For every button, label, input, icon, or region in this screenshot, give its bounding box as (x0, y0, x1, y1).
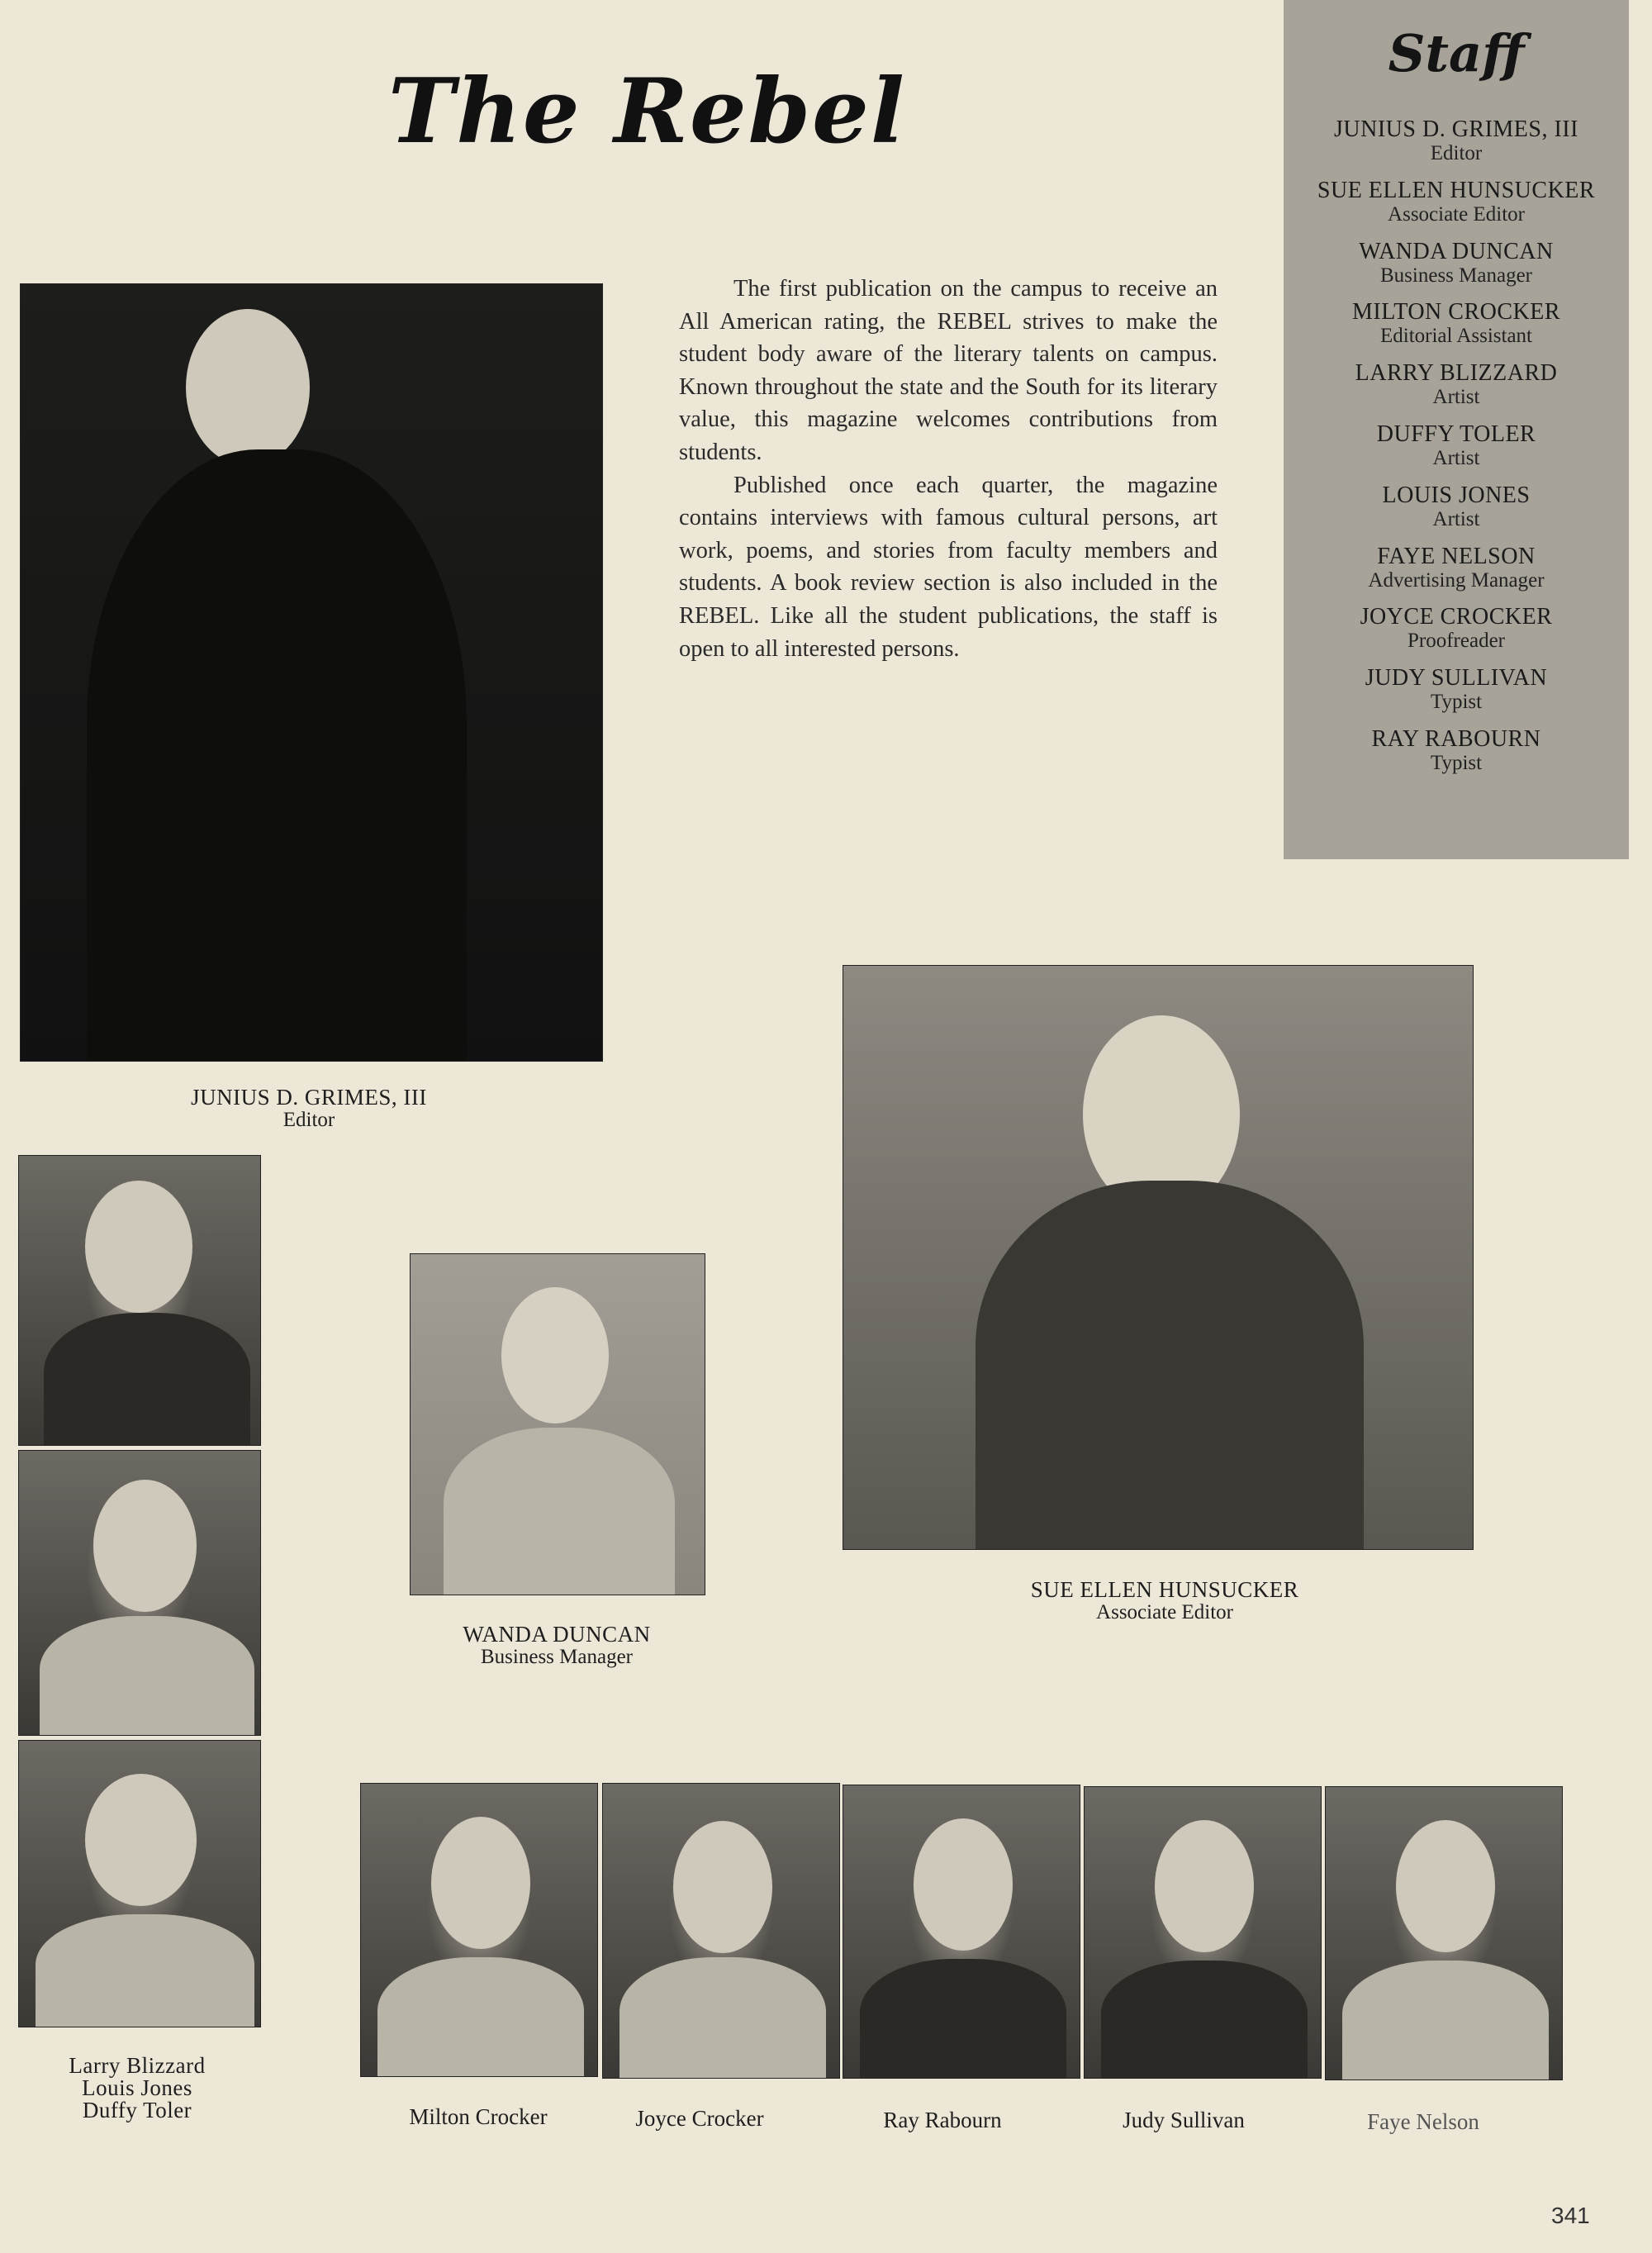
caption-milton-crocker: Milton Crocker (409, 2104, 548, 2129)
staff-member (1284, 361, 1629, 422)
staff-name: JOYCE CROCKER (1360, 604, 1553, 630)
staff-role: Associate Editor (1388, 202, 1525, 226)
photo-grimes (20, 283, 603, 1062)
caption-name: JUNIUS D. GRIMES, III (191, 1085, 427, 1110)
staff-name: DUFFY TOLER (1376, 421, 1536, 447)
photo-milton-crocker (360, 1783, 598, 2077)
photo-ray-rabourn (843, 1785, 1080, 2079)
caption-hunsucker (958, 1578, 1371, 1624)
caption-faye-nelson: Faye Nelson (1367, 2109, 1479, 2134)
caption-ray-rabourn: Ray Rabourn (883, 2108, 1002, 2132)
photo-artist-1 (18, 1155, 261, 1446)
caption-grimes (102, 1086, 515, 1132)
staff-name: JUNIUS D. GRIMES, III (1334, 116, 1578, 142)
staff-heading: Staff (1388, 23, 1525, 83)
caption-artist-name: Louis Jones (82, 2075, 192, 2100)
staff-member (1284, 117, 1629, 178)
staff-name: WANDA DUNCAN (1359, 238, 1554, 264)
photo-duncan (410, 1253, 705, 1595)
staff-name: LOUIS JONES (1382, 482, 1531, 508)
staff-name: RAY RABOURN (1371, 725, 1541, 752)
article-body (679, 273, 1218, 665)
staff-member (1284, 605, 1629, 666)
photo-judy-sullivan (1084, 1786, 1322, 2079)
staff-role: Editor (1430, 142, 1483, 164)
staff-name: FAYE NELSON (1377, 543, 1536, 569)
photo-faye-nelson (1325, 1786, 1563, 2080)
staff-role: Artist (1432, 446, 1480, 469)
staff-sidebar (1284, 0, 1629, 859)
staff-member (1284, 483, 1629, 544)
staff-name: LARRY BLIZZARD (1355, 360, 1558, 387)
photo-artist-3 (18, 1740, 261, 2027)
staff-member (1284, 178, 1629, 240)
staff-role: Typist (1430, 691, 1483, 714)
paragraph-1: The first publication on the campus to receive an All American rating, the REBEL strives to make the student body aware of the literary talents on campus. Known throughout the state and the South for its literary value, this magazine welcomes contributions from students. (679, 276, 1218, 465)
staff-member (1284, 422, 1629, 483)
staff-member (1284, 300, 1629, 361)
staff-role: Editorial Assistant (1379, 325, 1533, 348)
caption-name: SUE ELLEN HUNSUCKER (1030, 1577, 1299, 1602)
photo-joyce-crocker (602, 1783, 840, 2079)
caption-name: WANDA DUNCAN (463, 1622, 651, 1647)
staff-role: Artist (1432, 507, 1480, 530)
staff-name: MILTON CROCKER (1351, 299, 1561, 326)
paragraph-2: Published once each quarter, the magazine contains interviews with famous cultural persons, art work, poems, and stories from faculty members and students. A book review section is also included in the REBEL. Like all the student publications, the staff is open to all interested persons. (679, 472, 1218, 662)
staff-name: JUDY SULLIVAN (1365, 665, 1548, 692)
caption-role: Business Manager (481, 1646, 633, 1668)
caption-judy-sullivan: Judy Sullivan (1123, 2108, 1245, 2132)
staff-name: SUE ELLEN HUNSUCKER (1317, 177, 1596, 203)
staff-list (1284, 117, 1629, 788)
page-title: The Rebel (388, 59, 906, 164)
staff-role: Advertising Manager (1368, 568, 1545, 592)
caption-joyce-crocker: Joyce Crocker (635, 2106, 764, 2131)
staff-member (1284, 727, 1629, 788)
caption-artist-name: Larry Blizzard (69, 2053, 206, 2078)
page-number: 341 (1551, 2203, 1590, 2228)
staff-member (1284, 240, 1629, 301)
staff-member (1284, 666, 1629, 727)
caption-artist-name: Duffy Toler (82, 2098, 192, 2122)
staff-role: Artist (1432, 386, 1480, 409)
staff-role: Business Manager (1380, 264, 1532, 287)
staff-role: Proofreader (1408, 630, 1505, 653)
caption-role: Associate Editor (1096, 1601, 1233, 1623)
staff-role: Typist (1430, 751, 1483, 774)
caption-duncan (392, 1623, 722, 1669)
staff-member (1284, 544, 1629, 606)
caption-artists (38, 2055, 236, 2122)
photo-artist-2 (18, 1450, 261, 1736)
caption-role: Editor (282, 1109, 335, 1131)
photo-hunsucker (843, 965, 1474, 1550)
